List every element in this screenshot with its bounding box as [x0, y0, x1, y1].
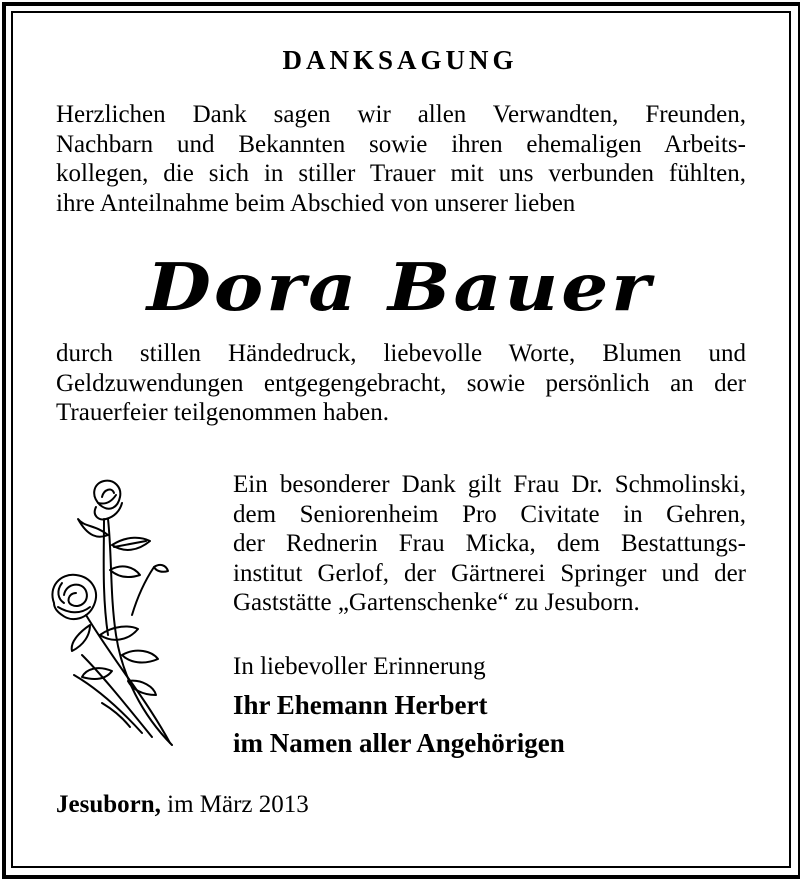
thanks-line: der Rednerin Frau Micka, dem Bestattungs- — [233, 530, 746, 557]
body-line: Geldzuwendungen entgegengebracht, sowie persönlich an der — [56, 369, 746, 397]
intro-paragraph — [56, 100, 746, 218]
rose-flower-icon — [42, 475, 202, 750]
thanks-line: dem Seniorenheim Pro Civitate in Gehren, — [233, 500, 746, 528]
signature-line-1: Ihr Ehemann Herbert — [233, 690, 488, 720]
intro-line: Herzlichen Dank sagen wir allen Verwandten, Freunden, — [56, 101, 746, 128]
body-paragraph — [56, 339, 746, 428]
intro-line: ihre Anteilnahme beim Abschied von unserer lieben — [56, 189, 576, 217]
notice-title: DANKSAGUNG — [282, 45, 518, 75]
thanks-line: institut Gerlof, der Gärtnerei Springer und der — [233, 559, 746, 587]
special-thanks-paragraph — [233, 470, 746, 618]
memory-text: In liebevoller Erinnerung — [233, 653, 486, 680]
deceased-name: Dora Bauer — [146, 250, 654, 326]
thanks-line: Ein besonderer Dank gilt Frau Dr. Schmolinski, — [233, 471, 746, 498]
body-line: durch stillen Händedruck, liebevolle Worte, Blumen und — [56, 340, 746, 367]
body-line: Trauerfeier teilgenommen haben. — [56, 399, 389, 426]
place: Jesuborn, — [56, 791, 161, 818]
place-date — [56, 790, 309, 820]
intro-line: kollegen, die sich in stiller Trauer mit uns verbunden fühlten, — [56, 160, 746, 187]
thanks-line: Gaststätte „Gartenschenke“ zu Jesuborn. — [233, 589, 640, 616]
signature-line-2: im Namen aller Angehörigen — [233, 728, 565, 758]
intro-line: Nachbarn und Bekannten sowie ihren ehemaligen Arbeits- — [56, 130, 746, 158]
date: im März 2013 — [167, 791, 309, 818]
